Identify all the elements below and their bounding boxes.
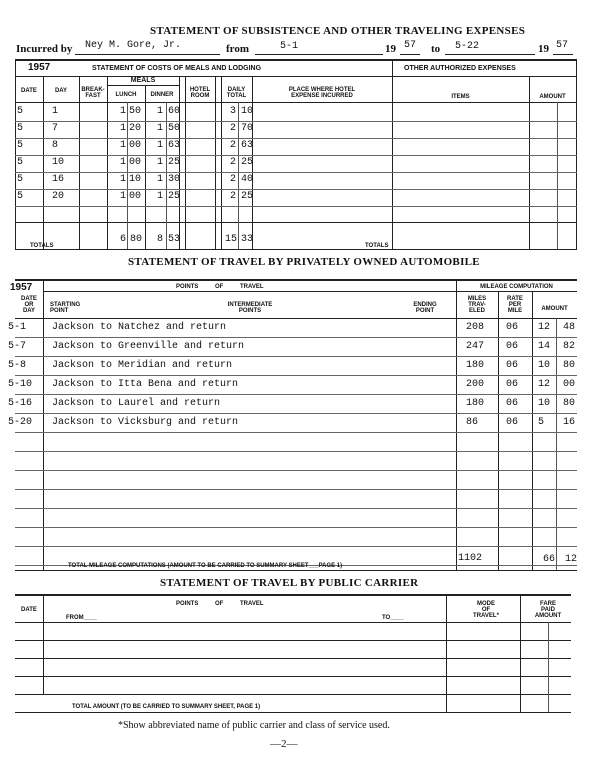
- auto-route: Jackson to Greenville and return: [52, 341, 245, 352]
- from-year-prefix: 19: [385, 43, 396, 55]
- meal-day: 8: [52, 140, 59, 151]
- col-dinner: DINNER: [150, 92, 174, 98]
- auto-miles: 200: [466, 379, 485, 390]
- daily-total-cents: 25: [241, 157, 254, 168]
- auto-total-label: TOTAL MILEAGE COMPUTATIONS (AMOUNT TO BE CARRIED TO SUMMARY SHEET___PAGE 1): [68, 563, 343, 569]
- totals-label-right: TOTALS: [365, 243, 389, 249]
- lunch-cents: 10: [129, 174, 142, 185]
- carrier-total-label: TOTAL AMOUNT (TO BE CARRIED TO SUMMARY SHEET, PAGE 1): [72, 704, 261, 710]
- auto-route: Jackson to Natchez and return: [52, 322, 227, 333]
- daily-total-cents: 25: [241, 191, 254, 202]
- auto-col-rate: RATE PER MILE: [507, 296, 523, 314]
- lunch-cents: 50: [129, 106, 142, 117]
- meal-date: 5: [17, 123, 24, 134]
- daily-total-dollars: 2: [230, 174, 237, 185]
- totals-label: TOTALS: [30, 243, 54, 249]
- daily-total-dollars: 2: [230, 191, 237, 202]
- auto-total-amount-cents: 12: [565, 554, 578, 565]
- daily-total-cents: 70: [241, 123, 254, 134]
- total-dinner-cents: 53: [168, 234, 181, 245]
- auto-date: 5-1: [8, 322, 27, 333]
- dinner-dollars: 1: [157, 174, 164, 185]
- total-lunch-cents: 80: [130, 234, 143, 245]
- to-date: 5-22: [455, 41, 480, 52]
- lunch-cents: 00: [129, 140, 142, 151]
- incurred-by-value: Ney M. Gore, Jr.: [85, 40, 182, 51]
- dinner-dollars: 1: [157, 106, 164, 117]
- col-lunch: LUNCH: [115, 92, 137, 98]
- dinner-cents: 63: [168, 140, 181, 151]
- dinner-cents: 25: [168, 191, 181, 202]
- meals-year: 1957: [28, 62, 51, 73]
- carrier-points-header: POINTS OF TRAVEL: [176, 601, 264, 607]
- meal-date: 5: [17, 157, 24, 168]
- total-dinner-dollars: 8: [157, 234, 164, 245]
- footnote: *Show abbreviated name of public carrier and class of service used.: [118, 720, 390, 731]
- meal-date: 5: [17, 106, 24, 117]
- auto-rate: 06: [506, 398, 519, 409]
- col-day: DAY: [54, 88, 68, 94]
- auto-amount-cents: 82: [563, 341, 576, 352]
- auto-col-miles: MILES TRAV- ELED: [467, 296, 487, 314]
- carrier-col-mode: MODE OF TRAVEL*: [473, 601, 499, 619]
- auto-amount-dollars: 14: [538, 341, 551, 352]
- auto-amount-cents: 48: [563, 322, 576, 333]
- auto-points-header: POINTS OF TRAVEL: [176, 284, 264, 290]
- auto-col-date: DATE OR DAY: [21, 296, 37, 314]
- auto-col-start: STARTING POINT: [50, 302, 81, 314]
- auto-col-amount: AMOUNT: [541, 306, 568, 312]
- meal-date: 5: [17, 174, 24, 185]
- auto-amount-cents: 16: [563, 417, 576, 428]
- lunch-dollars: 1: [120, 140, 127, 151]
- lunch-dollars: 1: [120, 157, 127, 168]
- carrier-to-label: TO____: [382, 615, 404, 621]
- auto-total-miles: 1102: [458, 553, 483, 564]
- incurred-by-label: Incurred by: [16, 43, 73, 55]
- col-daily-total: DAILY TOTAL: [226, 87, 247, 99]
- daily-total-cents: 10: [241, 106, 254, 117]
- auto-amount-dollars: 12: [538, 322, 551, 333]
- col-place: PLACE WHERE HOTEL EXPENSE INCURRED: [288, 87, 356, 99]
- lunch-dollars: 1: [120, 123, 127, 134]
- carrier-col-date: DATE: [21, 607, 37, 613]
- auto-miles: 247: [466, 341, 485, 352]
- auto-miles: 180: [466, 398, 485, 409]
- dinner-dollars: 1: [157, 123, 164, 134]
- auto-miles: 180: [466, 360, 485, 371]
- auto-rate: 06: [506, 379, 519, 390]
- total-lunch-dollars: 6: [120, 234, 127, 245]
- form-title: STATEMENT OF SUBSISTENCE AND OTHER TRAVELING EXPENSES: [150, 25, 526, 37]
- page-number: —2—: [270, 738, 298, 750]
- meal-day: 10: [52, 157, 65, 168]
- auto-route: Jackson to Laurel and return: [52, 398, 221, 409]
- meal-day: 1: [52, 106, 59, 117]
- daily-total-cents: 63: [241, 140, 254, 151]
- auto-rate: 06: [506, 322, 519, 333]
- auto-year: 1957: [10, 282, 33, 293]
- auto-rate: 06: [506, 360, 519, 371]
- auto-rate: 06: [506, 417, 519, 428]
- auto-amount-cents: 80: [563, 398, 576, 409]
- auto-amount-dollars: 10: [538, 398, 551, 409]
- col-amount: AMOUNT: [539, 94, 566, 100]
- auto-amount-dollars: 5: [538, 417, 545, 428]
- lunch-cents: 00: [129, 157, 142, 168]
- daily-total-dollars: 2: [230, 140, 237, 151]
- meal-date: 5: [17, 140, 24, 151]
- daily-total-dollars: 3: [230, 106, 237, 117]
- dinner-dollars: 1: [157, 140, 164, 151]
- carrier-from-label: FROM____: [66, 615, 98, 621]
- col-meals: MEALS: [130, 77, 156, 84]
- from-date: 5-1: [280, 41, 299, 52]
- total-daily-dollars: 15: [225, 234, 238, 245]
- auto-rate: 06: [506, 341, 519, 352]
- auto-section-title: STATEMENT OF TRAVEL BY PRIVATELY OWNED AUTOMOBILE: [128, 256, 480, 268]
- auto-date: 5-7: [8, 341, 27, 352]
- from-label: from: [226, 43, 250, 55]
- meal-day: 7: [52, 123, 59, 134]
- auto-route: Jackson to Meridian and return: [52, 360, 233, 371]
- carrier-col-fare: FARE PAID AMOUNT: [534, 601, 562, 619]
- auto-route: Jackson to Vicksburg and return: [52, 417, 239, 428]
- total-daily-cents: 33: [241, 234, 254, 245]
- mileage-header: MILEAGE COMPUTATION: [480, 284, 553, 290]
- daily-total-dollars: 2: [230, 157, 237, 168]
- auto-miles: 208: [466, 322, 485, 333]
- to-label: to: [431, 43, 441, 55]
- daily-total-dollars: 2: [230, 123, 237, 134]
- dinner-cents: 25: [168, 157, 181, 168]
- meals-section-title: STATEMENT OF COSTS OF MEALS AND LODGING: [92, 65, 262, 72]
- meal-day: 20: [52, 191, 65, 202]
- meal-day: 16: [52, 174, 65, 185]
- col-items: ITEMS: [451, 94, 470, 100]
- daily-total-cents: 40: [241, 174, 254, 185]
- auto-miles: 86: [466, 417, 479, 428]
- auto-amount-cents: 80: [563, 360, 576, 371]
- lunch-dollars: 1: [120, 191, 127, 202]
- dinner-dollars: 1: [157, 157, 164, 168]
- auto-date: 5-8: [8, 360, 27, 371]
- col-breakfast: BREAK- FAST: [81, 87, 105, 99]
- auto-amount-cents: 00: [563, 379, 576, 390]
- auto-col-ending: ENDING POINT: [413, 302, 437, 314]
- col-date: DATE: [21, 88, 37, 94]
- dinner-cents: 30: [168, 174, 181, 185]
- col-hotel: HOTEL ROOM: [189, 87, 211, 99]
- lunch-cents: 20: [129, 123, 142, 134]
- lunch-dollars: 1: [120, 106, 127, 117]
- lunch-dollars: 1: [120, 174, 127, 185]
- carrier-section-title: STATEMENT OF TRAVEL BY PUBLIC CARRIER: [160, 577, 419, 589]
- dinner-cents: 50: [168, 123, 181, 134]
- auto-amount-dollars: 12: [538, 379, 551, 390]
- lunch-cents: 00: [129, 191, 142, 202]
- to-year-prefix: 19: [538, 43, 549, 55]
- auto-route: Jackson to Itta Bena and return: [52, 379, 239, 390]
- dinner-cents: 60: [168, 106, 181, 117]
- auto-date: 5-16: [8, 398, 33, 409]
- meal-date: 5: [17, 191, 24, 202]
- from-year: 57: [404, 40, 417, 51]
- other-expenses-title: OTHER AUTHORIZED EXPENSES: [404, 65, 516, 72]
- to-year: 57: [556, 40, 569, 51]
- auto-date: 5-10: [8, 379, 33, 390]
- auto-date: 5-20: [8, 417, 33, 428]
- auto-total-amount-dollars: 66: [543, 554, 556, 565]
- auto-col-intermediate: INTERMEDIATE POINTS: [227, 302, 273, 314]
- auto-amount-dollars: 10: [538, 360, 551, 371]
- dinner-dollars: 1: [157, 191, 164, 202]
